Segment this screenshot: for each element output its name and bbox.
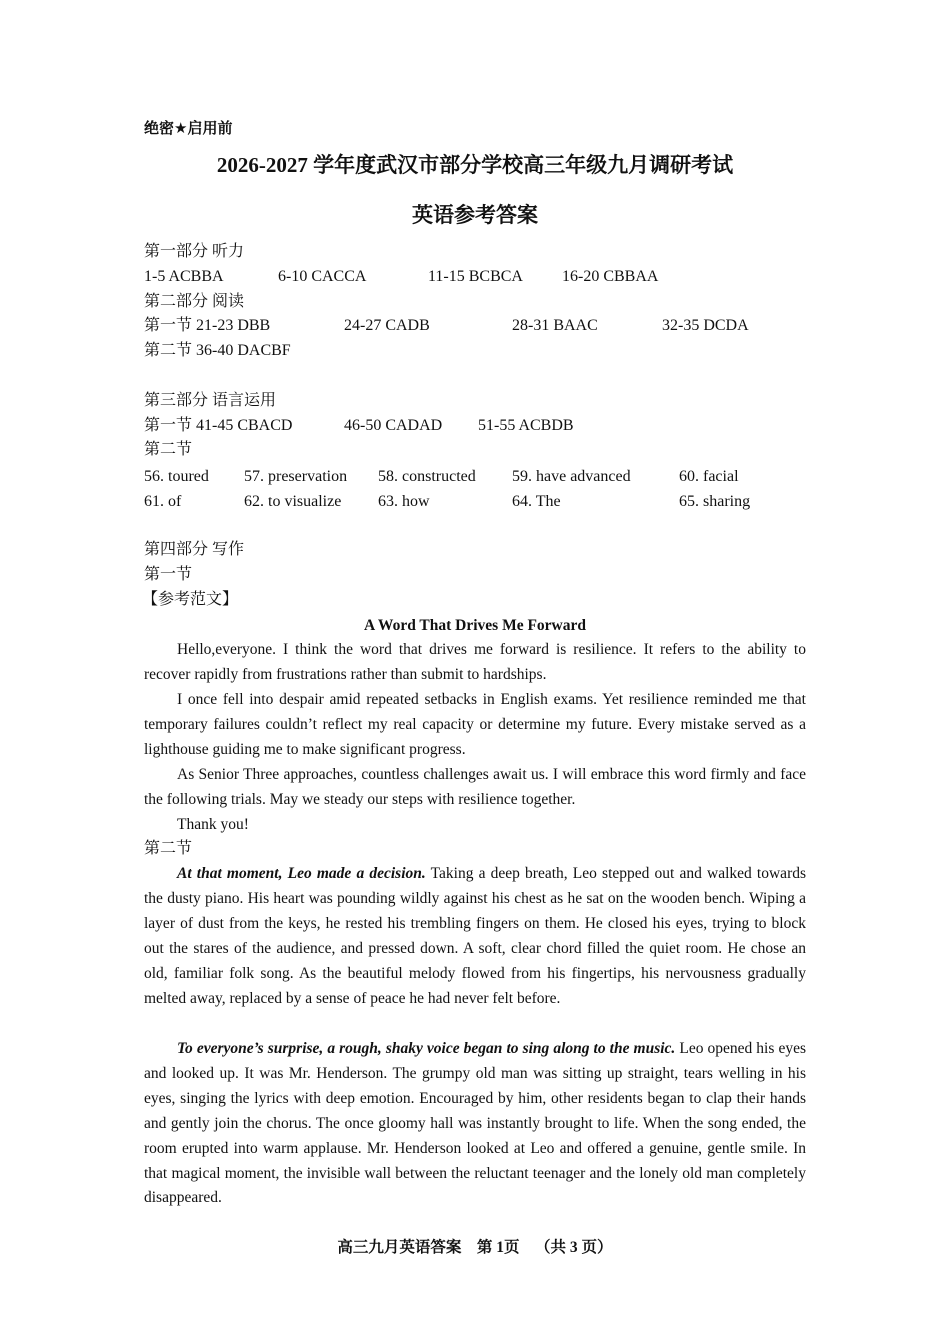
story-paragraph	[144, 862, 806, 1011]
confidential-label: 绝密★启用前	[144, 119, 233, 137]
part3-heading: 第三部分 语言运用	[144, 392, 277, 409]
answer-group: 11-15 BCBCA	[428, 268, 523, 285]
fill-answer: 57. preservation	[244, 468, 348, 485]
essay-title: A Word That Drives Me Forward	[363, 617, 586, 634]
exam-title: 2026-2027 学年度武汉市部分学校高三年级九月调研考试	[216, 153, 734, 177]
answer-key-title: 英语参考答案	[412, 203, 538, 227]
story-paragraph	[144, 1037, 806, 1211]
fill-answer: 59. have advanced	[512, 468, 631, 485]
section1-label: 第一节 41-45 CBACD	[144, 417, 293, 434]
part3-section2-label: 第二节	[144, 441, 193, 458]
story-lead-sentence: To everyone’s surprise, a rough, shaky voice began to sing along to the music.	[177, 1040, 676, 1057]
story-text: Taking a deep breath, Leo stepped out and walked towards the dusty piano. His heart was pounding wildly against his chest as he sat on the wooden bench. Wiping a layer of dust from the keys, he rested his trembling fingers on them. He closed his eyes, trying to block out the stares of the audience, and pressed down. A soft, clear chord filled the quiet room. He chose an old, familiar folk song. As the beautiful melody flowed from his fingertips, his nervousness gradually melted away, replaced by a sense of peace he had never felt before.	[144, 865, 807, 1007]
part1-heading: 第一部分 听力	[144, 243, 245, 260]
part2-heading: 第二部分 阅读	[144, 293, 245, 310]
part2-section2-label: 第二节 36-40 DACBF	[144, 342, 291, 359]
story-text: Leo opened his eyes and looked up. It was Mr. Henderson. The grumpy old man was sitting up straight, tears welling in his eyes, singing the lyrics with deep emotion. Encouraged by him, other residents began to clap their hands and gently join the chorus. The once gloomy hall was instantly brought to life. When the song ended, the room erupted into warm applause. Mr. Henderson looked at Leo and offered a genuine, gentle smile. In that magical moment, the invisible wall between the reluctant teenager and the lonely old man completely disappeared.	[144, 1040, 806, 1207]
fill-answer: 63. how	[378, 493, 430, 510]
page-footer: 高三九月英语答案 第 1页 （共 3 页）	[337, 1239, 613, 1256]
fill-answer: 61. of	[144, 493, 182, 510]
story-lead-sentence: At that moment, Leo made a decision.	[177, 865, 426, 882]
fill-answer: 58. constructed	[378, 468, 476, 485]
fill-answer: 56. toured	[144, 468, 209, 485]
part4-section2-label: 第二节	[144, 840, 193, 857]
sample-essay-label: 【参考范文】	[142, 591, 239, 608]
section1-label: 第一节 21-23 DBB	[144, 317, 271, 334]
part4-section1-label: 第一节	[144, 566, 193, 583]
essay-paragraph: Thank you!	[177, 816, 249, 833]
essay-paragraph: I once fell into despair amid repeated setbacks in English exams. Yet resilience reminded me that temporary failures couldn’t reflect my real capacity or determine my future. Every mistake served as a lighthouse guiding me to make significant progress.	[144, 691, 806, 758]
answer-group: 6-10 CACCA	[278, 268, 367, 285]
part4-heading: 第四部分 写作	[144, 541, 245, 558]
essay-paragraph: As Senior Three approaches, countless challenges await us. I will embrace this word firmly and face the following trials. May we steady our steps with resilience together.	[144, 766, 806, 808]
fill-answer: 60. facial	[679, 468, 739, 485]
answer-group: 32-35 DCDA	[662, 317, 749, 334]
answer-group: 46-50 CADAD	[344, 417, 443, 434]
fill-answer: 62. to visualize	[244, 493, 342, 510]
answer-group: 1-5 ACBBA	[144, 268, 224, 285]
answer-group: 28-31 BAAC	[512, 317, 598, 334]
answer-group: 24-27 CADB	[344, 317, 430, 334]
fill-answer: 64. The	[512, 493, 561, 510]
fill-answer: 65. sharing	[679, 493, 751, 510]
essay-paragraph: Hello,everyone. I think the word that drives me forward is resilience. It refers to the ability to recover rapidly from frustrations rather than submit to hardships.	[144, 641, 806, 683]
answer-group: 16-20 CBBAA	[562, 268, 659, 285]
answer-group: 51-55 ACBDB	[478, 417, 574, 434]
